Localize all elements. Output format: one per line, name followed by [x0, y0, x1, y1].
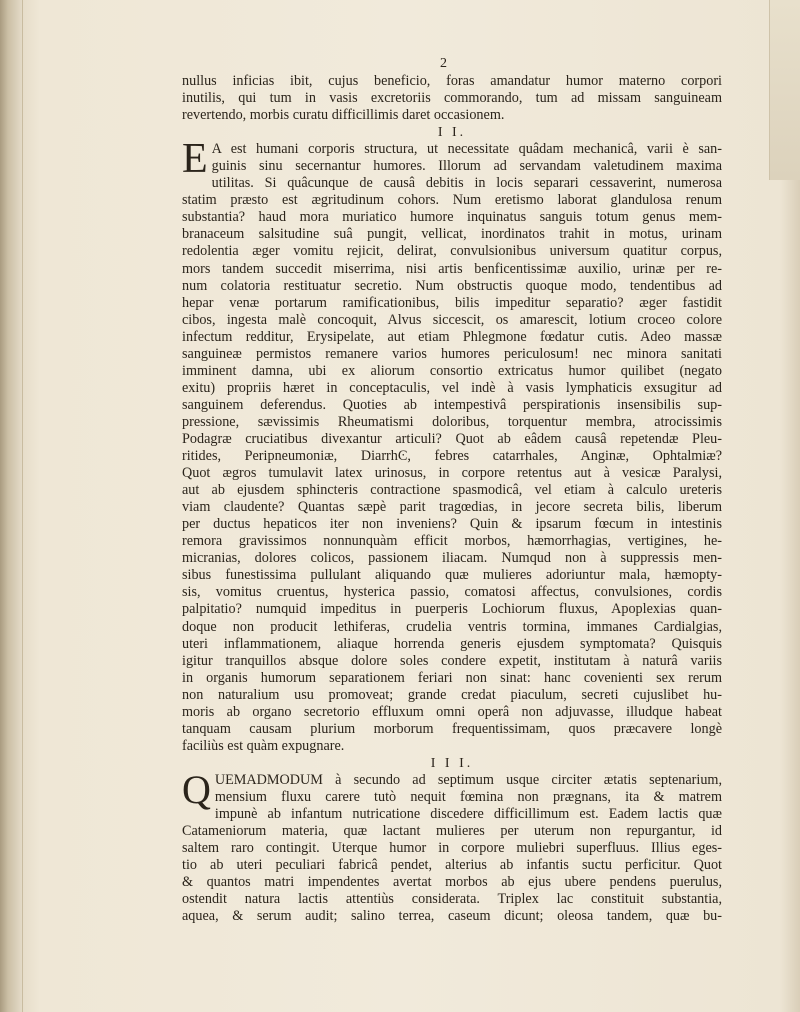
- section-2-body: [182, 175, 722, 755]
- text-line: infectum redditur, Erysipelate, aut etiam Phlegmone fœdatur cutis. Adeo massæ: [182, 328, 722, 345]
- text-line: tanquam causam plurium morborum frequentissimam, quos præcavere longè: [182, 720, 722, 737]
- text-line: substantia? haud mora muriatico humore inquinatus sanguis totum genus mem-: [182, 209, 722, 226]
- section-3-paragraph: [182, 766, 722, 925]
- text-line: UEMADMODUM à secundo ad septimum usque circiter ætatis septenarium,: [214, 771, 722, 788]
- text-line: tio ab uteri peculiari fabricâ pendet, alterius ab infantis suctu perficitur. Quot: [182, 857, 722, 874]
- text-line: inutilis, qui tum in vasis excretoriis commorando, tum ad missam sanguineam: [182, 90, 722, 107]
- text-line: statim præsto est ægritudinum cohors. Num eretismo laborat glandulosa renum: [182, 192, 722, 209]
- text-line: guinis sinu secernantur humores. Illorum ad servandam valetudinem maxima: [211, 158, 722, 175]
- page-text: [182, 73, 722, 925]
- section-2-first-lines: [182, 136, 722, 183]
- text-line: pressione, sævissimis Rheumatismi doloribus, torquentur membra, atrocissimis: [182, 413, 722, 430]
- text-line: revertendo, morbis curatu difficillimis daret occasionem.: [182, 107, 505, 124]
- text-line: sanguinem deferendus. Quoties ab intempestivâ perspirationis insensibilis sup-: [182, 396, 722, 413]
- text-line: palpitatio? numquid impeditus in puerperis Lochiorum fluxus, Apoplexias quan-: [182, 601, 722, 618]
- text-line: micranias, dolores colicos, passionem iliacam. Numqud non à suppressis men-: [182, 550, 722, 567]
- section-3-body: [182, 806, 722, 925]
- drop-cap-e: E: [182, 136, 208, 183]
- text-line: faciliùs est quàm expugnare.: [182, 737, 345, 754]
- section-3-first-lines: [182, 766, 722, 812]
- text-line: & quantos matri impendentes avertat morbos ab ejus ubere pendens puerulus,: [182, 874, 722, 891]
- text-line: aut ab ejusdem sphincteris contractione spasmodicâ, vel etiam à calculo ureteris: [182, 482, 722, 499]
- text-line: Catameniorum materia, quæ lactant mulieres per uterum non repurgantur, id: [182, 823, 722, 840]
- text-line: hepar venæ portarum ramificationibus, bilis impeditur separatio? æger fastidit: [182, 294, 722, 311]
- text-line: redolentia æger vomitu rejicit, delirat, convulsionibus universum quatitur corpus,: [182, 243, 722, 260]
- section-number-3: I I I.: [430, 755, 474, 771]
- text-line: impunè ab infantum nutricatione discedere difficillimum est. Eadem lactis quæ: [214, 806, 722, 823]
- drop-cap-q: Q: [182, 766, 211, 812]
- section-number-2: I I.: [437, 125, 467, 141]
- text-line: mensium fluxu carere tutò nequit fœmina non prægnans, ita & matrem: [214, 788, 722, 805]
- paragraph-intro: [182, 73, 722, 124]
- text-line: utilitas. Si quâcunque de causâ debitis in locis separari cessaverint, numerosa: [211, 175, 722, 192]
- text-line: sanguineæ permistos remanere varios humores periculosum! nec minora sanitati: [182, 345, 722, 362]
- page-tab-edge: [769, 0, 800, 180]
- text-line: uteri inflammationem, aliaque horrenda generis ejusdem symptomata? Quisquis: [182, 635, 722, 652]
- text-line: non naturalium usu promoveat; grande credat piaculum, secreti cujuslibet hu-: [182, 686, 722, 703]
- text-line: branaceum salsitudine suâ pungit, vellicat, inordinatos trahit in motus, urinam: [182, 226, 722, 243]
- text-line: viam claudente? Quantas sæpè parit tragœdias, in jecore secreta bilis, liberum: [182, 499, 722, 516]
- text-line: ostendit natura lactis attentiùs considerata. Triplex lac constituit substantia,: [182, 891, 722, 908]
- section-2-paragraph: [182, 136, 722, 755]
- text-line: aquea, & serum audit; salino terrea, caseum dicunt; oleosa tandem, quæ bu-: [182, 908, 722, 925]
- text-line: nullus inficias ibit, cujus beneficio, foras amandatur humor materno corpori: [182, 73, 722, 89]
- text-line: exitu) propriis hæret in conceptaculis, vel indè à vasis lymphaticis exsugitur ad: [182, 379, 722, 396]
- text-line: remora gravissimos nonnunquàm efficit morbos, hæmorrhagias, vertigines, he-: [182, 533, 722, 550]
- text-line: A est humani corporis structura, ut necessitate quâdam mechanicâ, varii è san-: [211, 141, 722, 158]
- text-line: igitur tranquillos absque dolore soles condere expetit, institutam à naturâ variis: [182, 652, 722, 669]
- text-line: cibos, ingesta malè concoquit, Alvus siccescit, os amarescit, lotium croceo colore: [182, 311, 722, 328]
- text-line: saltem raro contingit. Uterque humor in corpore muliebri superfluus. Illius eges-: [182, 840, 722, 857]
- text-line: Quot ægros tumulavit latex urinosus, in corpore retentus aut à vesicæ Paralysi,: [182, 465, 722, 482]
- book-gutter: [0, 0, 23, 1012]
- text-line: sis, vomitus cruentus, hysterica passio, comatosi affectus, convulsiones, cordis: [182, 584, 722, 601]
- text-line: imminent damna, ubi ex aliorum consortio extricatus humor quilibet (negato: [182, 362, 722, 379]
- text-line: in organis humorum separationem feriari non sinat: hanc covenienti sex rerum: [182, 669, 722, 686]
- text-line: num colatoria restituatur secretio. Num obstructis quoque modo, tendentibus ad: [182, 277, 722, 294]
- text-line: mors tandem succedit miserrima, nisi artis benficentissimæ auxilio, urinæ per re-: [182, 260, 722, 277]
- text-line: per ductus hepaticos iter non inveniens? Quin & ipsarum fœcum in intestinis: [182, 516, 722, 533]
- text-line: doque non producit lethiferas, crudelia ventris tormina, immanes Cardialgias,: [182, 618, 722, 635]
- text-line: moris ab organo secretorio effluxum omni operâ non adjuvasse, illudque habeat: [182, 703, 722, 720]
- text-line: sibus funestissima pullulant aliquando quæ mulieres adoriuntur mala, hæmopty-: [182, 567, 722, 584]
- page-number: 2: [440, 56, 447, 71]
- text-line: Podagræ cruciatibus divexantur articuli? Quot ab eâdem causâ repetendæ Pleu-: [182, 430, 722, 447]
- text-line: ritides, Peripneumoniæ, DiarrhϾ, febres catarrhales, Anginæ, Ophtalmiæ?: [182, 448, 722, 465]
